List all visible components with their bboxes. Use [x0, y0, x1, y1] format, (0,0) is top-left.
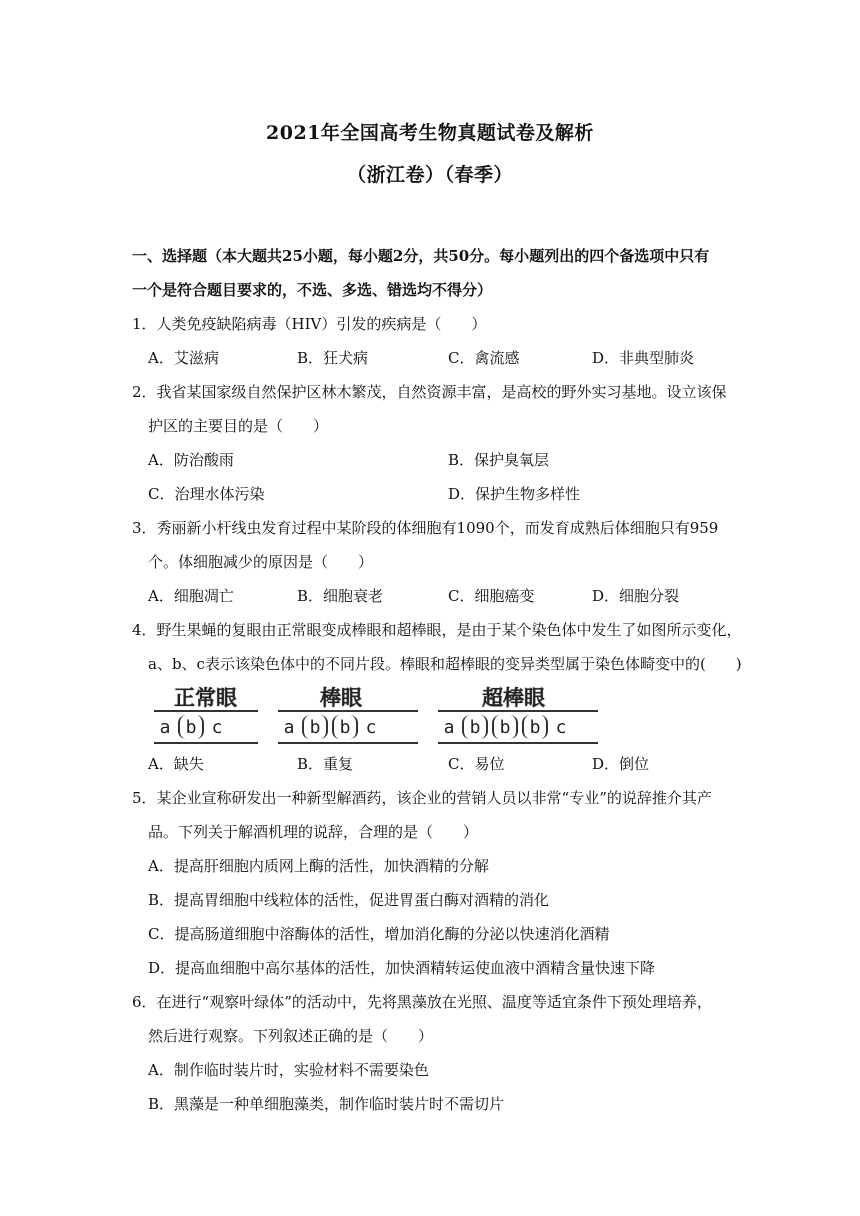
q6-option-b: B．黑藻是一种单细胞藻类，制作临时装片时不需切片 [148, 1095, 505, 1113]
segment-a: a [283, 716, 295, 738]
document-subtitle: （浙江卷）（春季） [346, 164, 513, 186]
label-superbar-eye: 超棒眼 [482, 686, 545, 710]
segment-b: b [332, 715, 358, 739]
q2-option-c: C．治理水体污染 [148, 485, 265, 503]
label-normal-eye: 正常眼 [174, 686, 237, 710]
q4-option-a: A．缺失 [148, 755, 204, 773]
segment-a: a [443, 716, 455, 738]
q1-option-c: C．禽流感 [448, 349, 520, 367]
q4-stem-line2: a、b、c表示该染色体中的不同片段。棒眼和超棒眼的变异类型属于染色体畸变中的( ) [148, 655, 742, 673]
q1-option-a: A．艾滋病 [148, 349, 219, 367]
q3-option-d: D．细胞分裂 [592, 587, 680, 605]
q5-stem-line1: 5．某企业宣称研发出一种新型解酒药，该企业的营销人员以非常“专业”的说辞推介其产 [132, 789, 712, 807]
chromosome-superbar [438, 710, 598, 744]
segment-b: b [302, 715, 328, 739]
segment-c: c [555, 716, 567, 738]
segment-c: c [365, 716, 377, 738]
q5-option-c: C．提高肠道细胞中溶酶体的活性，增加消化酶的分泌以快速消化酒精 [148, 925, 610, 943]
document-title: 2021年全国高考生物真题试卷及解析 [266, 122, 594, 144]
label-bar-eye: 棒眼 [320, 686, 362, 710]
q6-option-a: A．制作临时装片时，实验材料不需要染色 [148, 1061, 429, 1079]
q2-option-b: B．保护臭氧层 [448, 451, 550, 469]
q5-option-a: A．提高肝细胞内质网上酶的活性，加快酒精的分解 [148, 857, 489, 875]
q3-option-c: C．细胞癌变 [448, 587, 535, 605]
segment-c: c [211, 716, 223, 738]
chromosome-bar [278, 710, 418, 744]
q4-option-c: C．易位 [448, 755, 505, 773]
section-heading-line1: 一、选择题（本大题共25小题，每小题2分，共50分。每小题列出的四个备选项中只有 [132, 247, 710, 265]
q3-stem-line2: 个。体细胞减少的原因是（ ） [148, 553, 374, 571]
q2-stem-line2: 护区的主要目的是（ ） [148, 417, 329, 435]
q6-stem-line1: 6．在进行“观察叶绿体”的活动中，先将黑藻放在光照、温度等适宜条件下预处理培养， [132, 993, 712, 1011]
q1-stem: 1．人类免疫缺陷病毒（HIV）引发的疾病是（ ） [132, 315, 487, 333]
segment-a: a [159, 716, 171, 738]
q1-option-b: B．狂犬病 [297, 349, 369, 367]
q3-option-a: A．细胞凋亡 [148, 587, 234, 605]
chromosome-normal [154, 710, 258, 744]
q2-stem-line1: 2．我省某国家级自然保护区林木繁茂，自然资源丰富，是高校的野外实习基地。设立该保 [132, 383, 727, 401]
q3-option-b: B．细胞衰老 [297, 587, 384, 605]
segment-b: b [178, 715, 204, 739]
q2-option-d: D．保护生物多样性 [448, 485, 581, 503]
q6-stem-line2: 然后进行观察。下列叙述正确的是（ ） [148, 1027, 434, 1045]
q4-option-b: B．重复 [297, 755, 354, 773]
q5-option-b: B．提高胃细胞中线粒体的活性，促进胃蛋白酶对酒精的消化 [148, 891, 550, 909]
q4-option-d: D．倒位 [592, 755, 650, 773]
section-heading-line2: 一个是符合题目要求的，不选、多选、错选均不得分） [132, 281, 493, 299]
segment-b: b [522, 715, 548, 739]
q4-stem-line1: 4．野生果蝇的复眼由正常眼变成棒眼和超棒眼，是由于某个染色体中发生了如图所示变化， [132, 621, 742, 639]
q5-stem-line2: 品。下列关于解酒机理的说辞，合理的是（ ） [148, 823, 479, 841]
segment-b: b [462, 715, 488, 739]
q3-stem-line1: 3．秀丽新小杆线虫发育过程中某阶段的体细胞有1090个，而发育成熟后体细胞只有959 [132, 519, 719, 537]
q2-option-a: A．防治酸雨 [148, 451, 234, 469]
segment-b: b [492, 715, 518, 739]
q5-option-d: D．提高血细胞中高尔基体的活性，加快酒精转运使血液中酒精含量快速下降 [148, 959, 656, 977]
q1-option-d: D．非典型肺炎 [592, 349, 695, 367]
